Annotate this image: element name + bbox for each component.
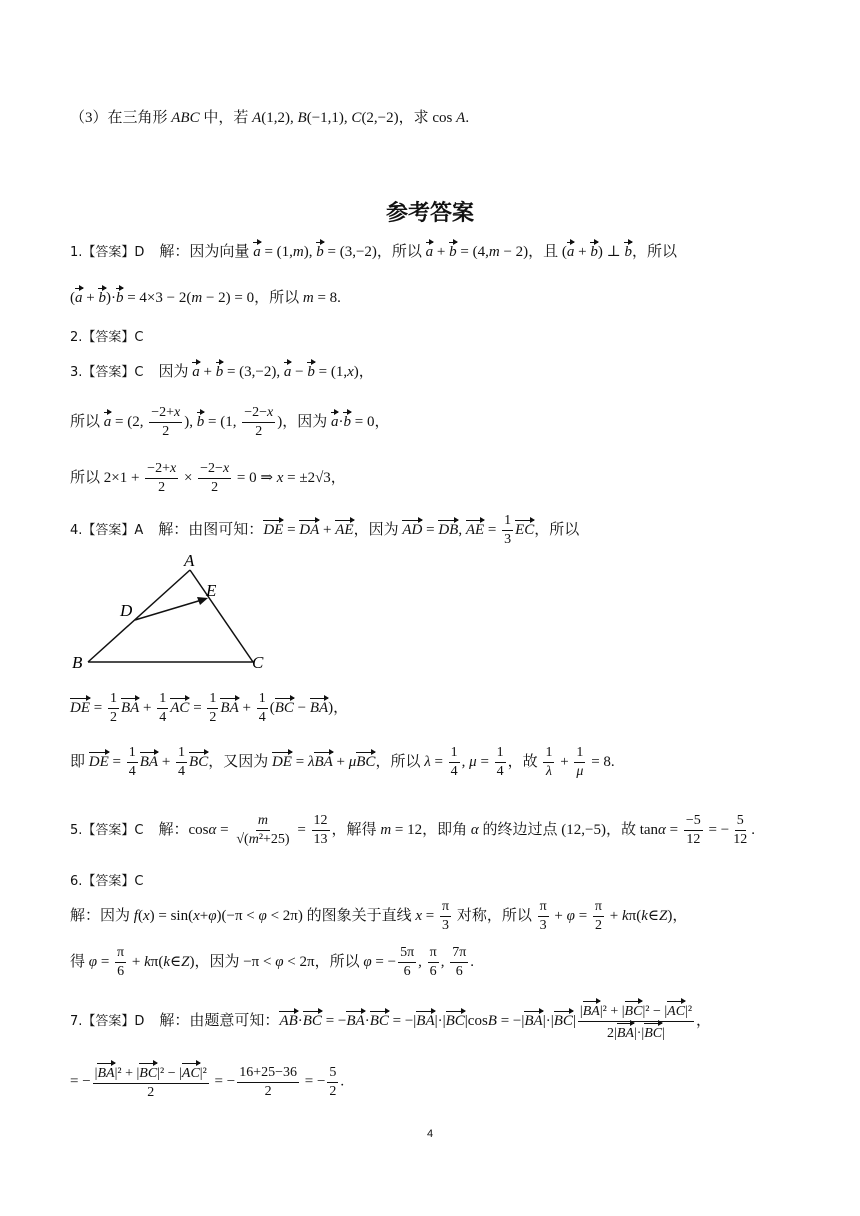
answer-4-line-3: 即 DE = $\frac{1}{4}$ BA + $\frac{1}{4}$ BC，又因为 DE = λBA + μBC，所以 λ = $\frac{1}{4}$ , μ = $\frac{1}{4}$ ，故 $\frac{1}{\lambda}$ + $\frac{1}{\mu}$ = 8. [70,745,615,779]
answer-7-line-2: = − $\frac{\text{|BA|² + |BC|² − |AC|²}}{2}$ = − $\frac{16+25-36}{2}$ = − $\frac{5}{2}$ . [70,1062,800,1102]
page-number: 4 [426,1128,434,1140]
answer-4-line-2: DE = $\frac{1}{2}$ BA + $\frac{1}{4}$ AC = $\frac{1}{2}$ BA + $\frac{1}{4}$ (BC − BA)， [70,691,349,725]
label-B: B [72,653,83,672]
answer-1-line-2: (a + b)·b = 4×3 − 2(m − 2) = 0，所以 m = 8. [70,286,800,307]
answer-3-line-1: 3.【答案】C 因为 a + b = (3,−2), a − b = (1,x)， [70,360,800,381]
answer-2: 2.【答案】C [70,330,144,345]
answer-3-line-3: 所以 2×1 + $\frac{-2+x}{2}$ × $\frac{-2-x}{2}$ = 0 ⇒ x = ±2√3， [70,461,346,495]
label-A: A [184,552,195,570]
label-E: E [206,581,217,600]
question-3: （3）在三角形 ABC 中，若 A(1,2), B(−1,1), C(2,−2)，求 cos A. [70,110,470,126]
answer-6-head: 6.【答案】C [70,874,144,889]
answer-4-line-1: 4.【答案】A 解：由图可知：DE = DA + AE，因为 AD = DB, AE = $\frac{1}{3}$ EC，所以 [70,513,580,547]
answer-7-line-1: 7.【答案】D 解：由题意可知：AB·BC = −BA·BC = −|BA|·|BC|cosB = −|BA|·|BC| $\frac{\text{|BA|² + |BC|² − |AC|²}}{2|BA|\cdot|BC|}$ ， [70,1000,800,1043]
label-D: D [120,601,133,620]
answer-1-line-1: 1.【答案】D 解：因为向量 a = (1,m), b = (3,−2)，所以 a + b = (4,m − 2)，且 (a + b) ⊥ b，所以 [70,240,800,261]
answer-title: 参考答案 [385,201,474,226]
answer-5: 5.【答案】C 解：cosα = $\frac{m}{\text{√(m²+25)}}$ = $\frac{12}{13}$ ，解得 m = 12，即角 α 的终边过点 (12,−5)，故 tanα = $\frac{-5}{12}$ = − $\frac{5}{12}$ . [70,813,755,847]
answer-6-line-2: 得 φ = $\frac{\pi}{6}$ + kπ(k∈Z)，因为 −π < φ < 2π，所以 φ = − $\frac{5\pi}{6}$ , $\frac{\pi}{6}$ , $\frac{7\pi}{6}$ . [70,945,475,979]
answer-3-line-2: 所以 a = (2, $\frac{-2+x}{2}$ ), b = (1, $\frac{-2-x}{2}$ )，因为 a·b = 0， [70,405,390,439]
triangle-figure [68,552,278,672]
answer-6-line-1: 解：因为 f(x) = sin(x+φ)(−π < φ < 2π) 的图象关于直线 x = $\frac{\pi}{3}$ 对称，所以 $\frac{\pi}{3}$ + φ = $\frac{\pi}{2}$ + kπ(k∈Z)， [70,899,688,933]
label-C: C [252,653,264,672]
